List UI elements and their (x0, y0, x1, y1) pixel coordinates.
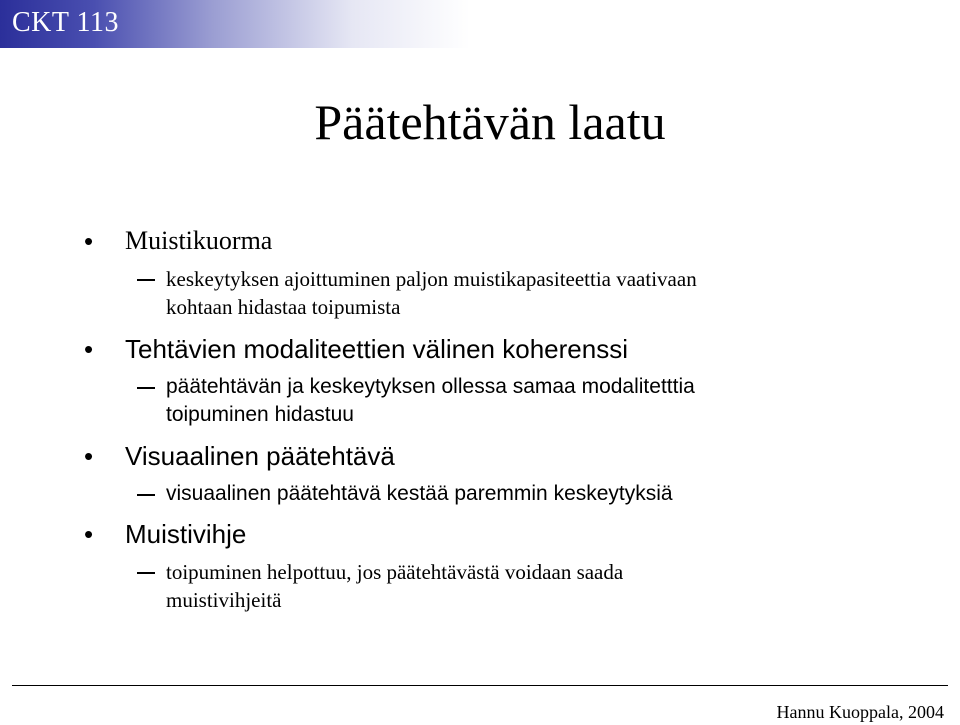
footer-author: Hannu Kuoppala, 2004 (776, 702, 944, 722)
sub-bullet-dash (137, 494, 155, 496)
bullet-text: Tehtävien modaliteettien välinen koherenssi (125, 334, 628, 364)
bullet-text: Visuaalinen päätehtävä (125, 441, 395, 471)
bullet-marker: • (84, 441, 94, 471)
sub-bullet-text: toipuminen hidastuu (166, 403, 354, 426)
sub-bullet-text: päätehtävän ja keskeytyksen ollessa samaa modalitetttia (166, 375, 695, 398)
slide-title: Päätehtävän laatu (314, 94, 666, 150)
footer-divider (12, 685, 948, 686)
sub-bullet-dash (137, 387, 155, 389)
sub-bullet-text: keskeytyksen ajoittuminen paljon muistikapasiteettia vaativaan (166, 267, 697, 291)
bullet-text: Muistivihje (125, 519, 247, 549)
sub-bullet-dash (137, 572, 155, 574)
bullet-marker: • (84, 334, 94, 364)
sub-bullet-text: toipuminen helpottuu, jos päätehtävästä voidaan saada (166, 560, 624, 584)
bullet-marker: • (84, 226, 94, 256)
sub-bullet-dash (137, 279, 155, 281)
course-code: CKT 113 (12, 7, 119, 38)
sub-bullet-text: kohtaan hidastaa toipumista (166, 295, 401, 319)
bullet-marker: • (84, 519, 94, 549)
sub-bullet-text: muistivihjeitä (166, 588, 282, 612)
sub-bullet-text: visuaalinen päätehtävä kestää paremmin keskeytyksiä (166, 482, 673, 505)
bullet-text: Muistikuorma (125, 226, 273, 255)
